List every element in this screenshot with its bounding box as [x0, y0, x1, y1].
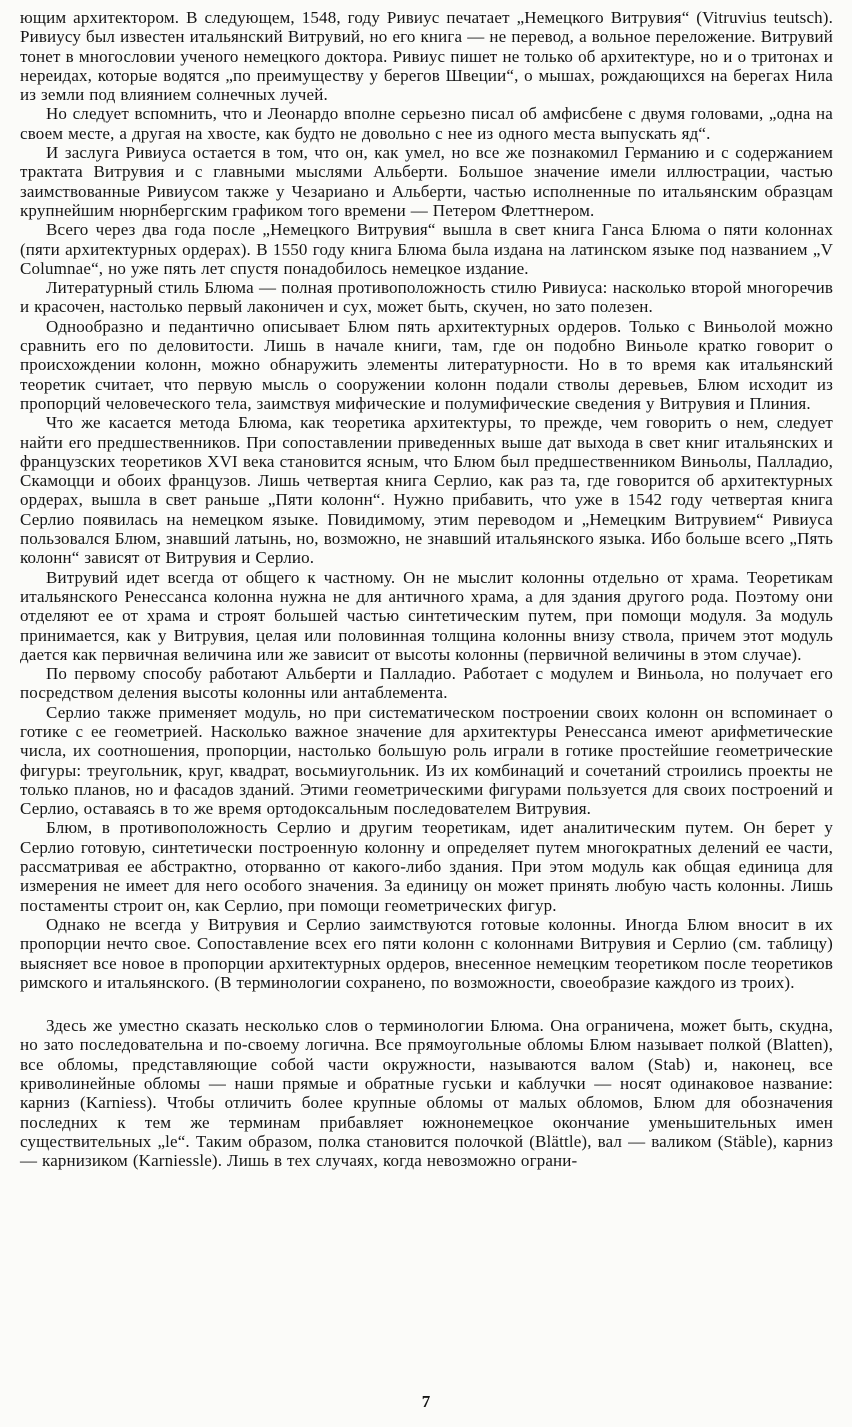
- paragraph-serlio-module: Серлио также применяет модуль, но при систематическом построении своих колонн он вспоминает о готике с ее геометрией. Насколько важное значение для архитектуры Ренессанса имеют арифметические числа, их соотношения, пропорции, настолько большую роль играли в готике простейшие геометрические фигуры: треугольник, круг, квадрат, восьмиугольник. Из их комбинаций и сочетаний строились проекты не только планов, но и фасадов зданий. Этими геометрическими фигурами пользуется для своих построений и Серлио, оставаясь в то же время ортодоксальным последователем Витрувия.: [20, 702, 833, 819]
- paragraph-literary-style: Литературный стиль Блюма — полная противоположность стилю Ривиуса: насколько второй многоречив и красочен, настолько первый лаконичен и сух, может быть, скучен, но зато полезен.: [20, 278, 833, 317]
- page-number: 7: [421, 1392, 431, 1411]
- paragraph-terminology: Здесь же уместно сказать несколько слов о терминологии Блюма. Она ограничена, может быть, скудна, но зато последовательна и по-своему логична. Все прямоугольные обломы Блюм называет полкой (Blatten), все обломы, представляющие собой части окружности, называются валом (Stab) и, наконец, все криволинейные обломы — наши прямые и обратные гуськи и каблучки — носят одинаковое название: карниз (Karniess). Чтобы отличить более крупные обломы от малых обломов, Блюм для обозначения последних к тем же терминам прибавляет южнонемецкое окончание уменьшительных имен существительных „le“. Таким образом, полка становится полочкой (Blättle), вал — валиком (Stäble), карниз — карнизиком (Karniessle). Лишь в тех случаях, когда невозможно ограни-: [20, 1016, 833, 1171]
- paragraph-rivius-merit: И заслуга Ривиуса остается в том, что он, как умел, но все же познакомил Германию и с содержанием трактата Витрувия и с главными мыслями Альберти. Большое значение имели иллюстрации, частью заимствованные Ривиусом также у Чезариано и Альберти, частью исполненные по итальянским образцам крупнейшим нюрнбергским графиком того времени — Петером Флеттнером.: [20, 143, 833, 220]
- paragraph-vitruvius-method: Витрувий идет всегда от общего к частному. Он не мыслит колонны отдельно от храма. Теоретикам итальянского Ренессанса колонна нужна не для античного храма, а для здания другого рода. Поэтому они отделяют ее от храма и строят большей частью синтетическим путем, при помощи модуля. За модуль принимается, как у Витрувия, целая или половинная толщина колонны внизу ствола, причем этот модуль дается как первичная величина или же зависит от высоты колонны (первичной величины в этом случае).: [20, 567, 833, 664]
- body-text: [20, 8, 833, 1171]
- paragraph-orders-description: Однообразно и педантично описывает Блюм пять архитектурных ордеров. Только с Виньолой можно сравнить его по деловитости. Лишь в начале книги, там, где он подобно Виньоле кратко говорит о происхождении колонн, можно обнаружить элементы литературности. Но в то время как итальянский теоретик считает, что первую мысль о сооружении колонн подали стволы деревьев, Блюм исходит из пропорций человеческого тела, заимствуя мифические и полумифические сведения у Витрувия и Плиния.: [20, 316, 833, 413]
- paragraph-blum-analytic: Блюм, в противоположность Серлио и другим теоретикам, идет аналитическим путем. Он берет у Серлио готовую, синтетически построенную колонну и определяет путем многократных делений ее части, рассматривая ее абстрактно, оторванно от какого-либо здания. При этом модуль как общая единица для измерения не имеет для него особого значения. За единицу он может принять любую часть колонны. Лишь постаменты строит он, как Серлио, при помощи геометрических фигур.: [20, 818, 833, 915]
- paragraph-proportions: Однако не всегда у Витрувия и Серлио заимствуются готовые колонны. Иногда Блюм вносит в их пропорции нечто свое. Сопоставление всех его пяти колонн с колоннами Витрувия и Серлио (см. таблицу) выясняет все новое в пропорции архитектурных ордеров, внесенное немецким теоретиком после теоретиков римского и итальянского. (В терминологии сохранено, по возможности, своеобразие каждого из троих).: [20, 914, 833, 992]
- paragraph-blum-book: Всего через два года после „Немецкого Витрувия“ вышла в свет книга Ганса Блюма о пяти колоннах (пяти архитектурных ордерах). В 1550 году книга Блюма была издана на латинском языке под названием „V Columnae“, но уже пять лет спустя понадобилось немецкое издание.: [20, 220, 833, 278]
- paragraph-leonardo: Но следует вспомнить, что и Леонардо вполне серьезно писал об амфисбене с двумя головами, „одна на своем месте, а другая на хвосте, как будто не довольно с нее из одного места выпускать яд“.: [20, 104, 833, 143]
- paragraph-alberti-palladio: По первому способу работают Альберти и Палладио. Работает с модулем и Виньола, но получает его посредством деления высоты колонны или антаблемента.: [20, 664, 833, 703]
- paragraph-predecessors: Что же касается метода Блюма, как теоретика архитектуры, то прежде, чем говорить о нем, следует найти его предшественников. При сопоставлении приведенных выше дат выхода в свет книг итальянских и французских теоретиков XVI века становится ясным, что Блюм был предшественником Виньолы, Палладио, Скамоцци и обоих французов. Лишь четвертая книга Серлио, как раз та, где говорится об архитектурных ордерах, вышла в свет раньше „Пяти колонн“. Нужно прибавить, что уже в 1542 году четвертая книга Серлио появилась на немецком языке. Повидимому, этим переводом и „Немецким Витрувием“ Ривиуса пользовался Блюм, знавший латынь, но, возможно, не знавший итальянского языка. Ибо больше всего „Пять колонн“ зависят от Витрувия и Серлио.: [20, 413, 833, 568]
- paragraph-rivius-vitruvius: ющим архитектором. В следующем, 1548, году Ривиус печатает „Немецкого Витрувия“ (Vitruvius teutsch). Ривиусу был известен итальянский Витрувий, но его книга — не перевод, а вольное переложение. Витрувий тонет в многословии ученого немецкого доктора. Ривиус пишет не только об архитектуре, но и о тритонах и нереидах, которые водятся „по преимуществу у берегов Швеции“, о мышах, рождающихся на берегах Нила из земли под влиянием солнечных лучей.: [20, 8, 833, 105]
